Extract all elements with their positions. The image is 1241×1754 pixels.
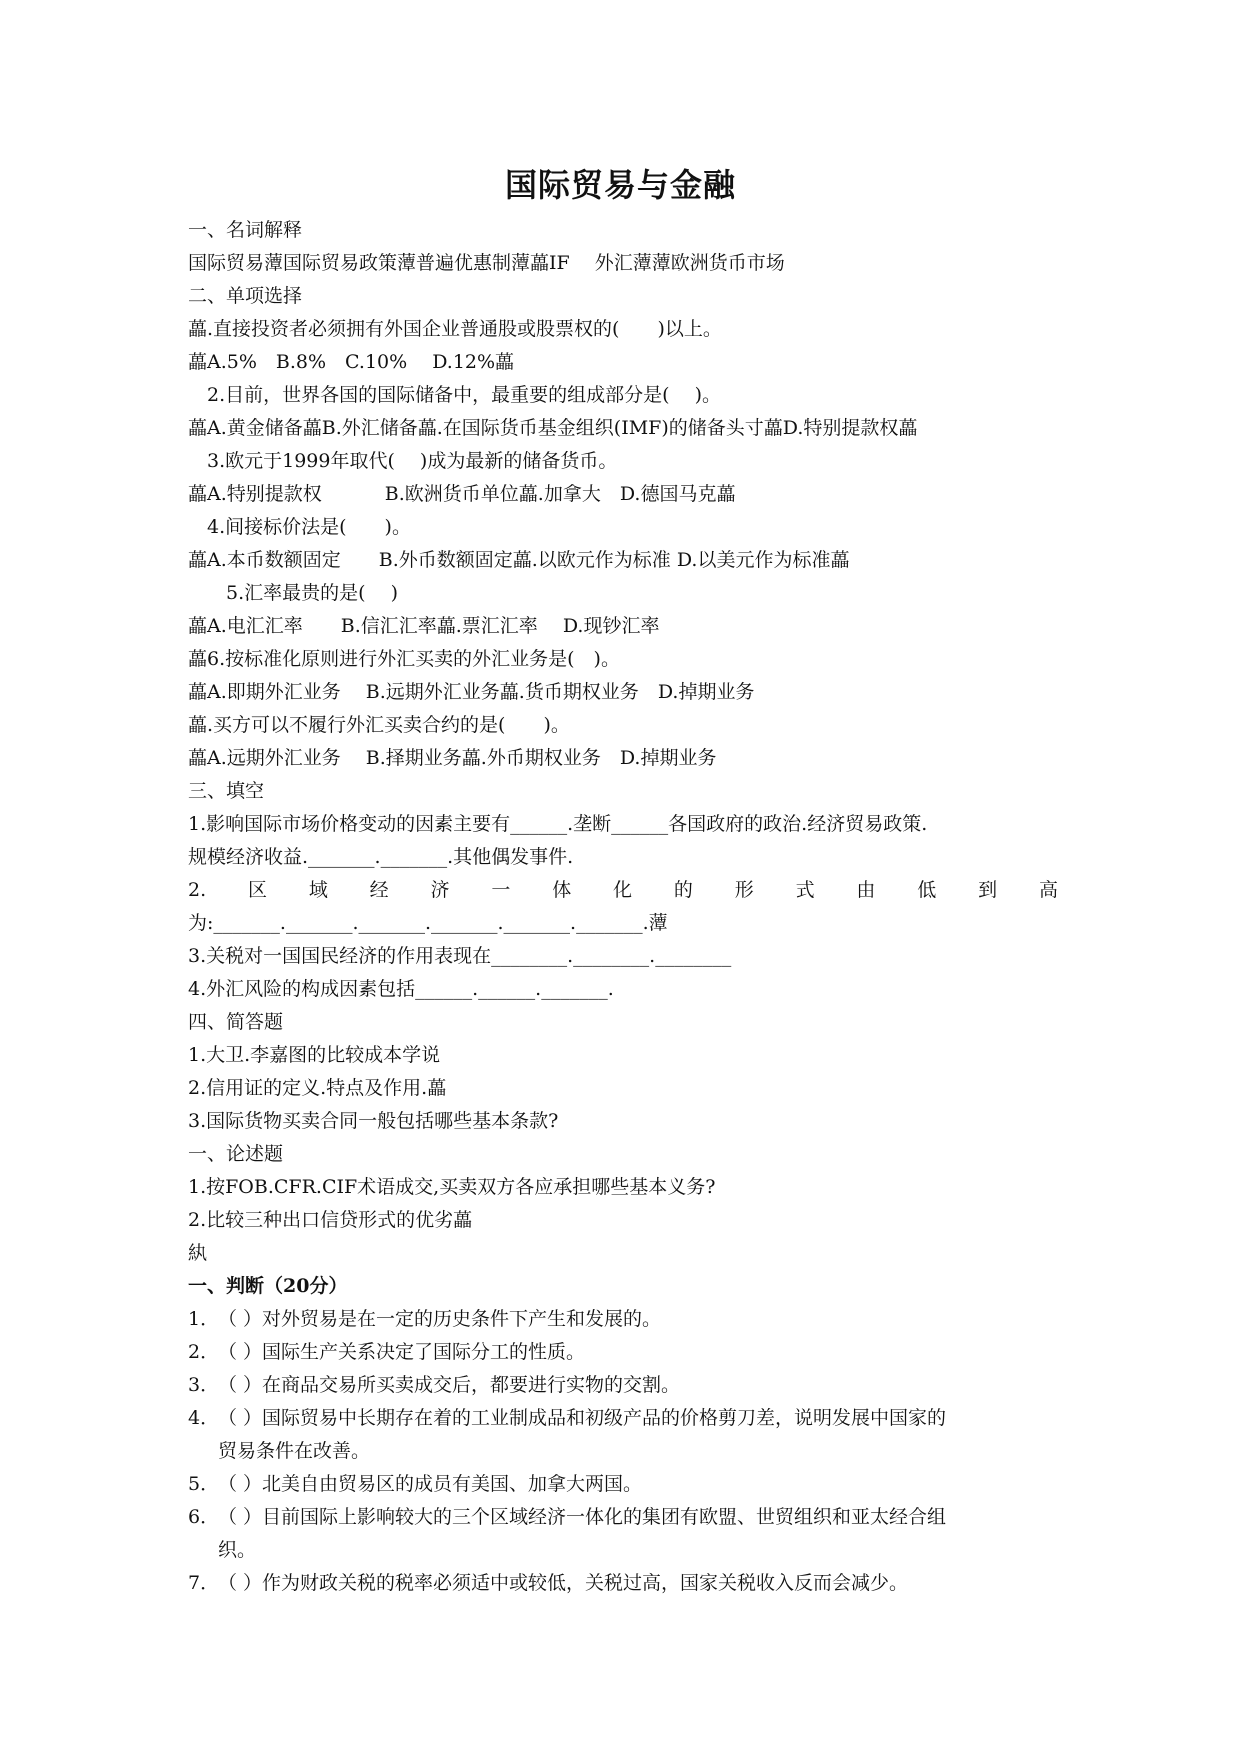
section-heading-fill-blank: 三、填空 (188, 780, 265, 802)
item-number: 6． (188, 1506, 220, 1528)
item-text: （ ）目前国际上影响较大的三个区域经济一体化的集团有欧盟、世贸组织和亚太经合组 (218, 1506, 947, 1528)
document-title: 国际贸易与金融 (504, 166, 736, 204)
spaced-char: 区 (247, 879, 267, 901)
spaced-char: 一 (491, 879, 511, 901)
question-line: 藟6.按标准化原则进行外汇买卖的外汇业务是( )。 (188, 648, 620, 670)
section-heading-essay: 一、论述题 (188, 1143, 284, 1165)
true-false-item (188, 1340, 1068, 1364)
item-number: 1． (188, 1308, 220, 1330)
options-line: 藟A.即期外汇业务 B.远期外汇业务藟.货币期权业务 D.掉期业务 (188, 681, 755, 703)
item-number: 7． (188, 1572, 220, 1594)
fill-blank-line: 为:_______._______._______._______._______._______.藫 (188, 912, 668, 934)
spaced-char: 到 (978, 879, 998, 901)
terms-list: 国际贸易藫国际贸易政策藫普遍优惠制藫藟IF 外汇藫藫欧洲货币市场 (188, 252, 785, 274)
true-false-item (188, 1373, 1068, 1397)
true-false-item (188, 1472, 1068, 1496)
spaced-char: 的 (673, 879, 693, 901)
spaced-char: 式 (795, 879, 815, 901)
question-line: 4.间接标价法是( )。 (188, 516, 411, 538)
true-false-item (188, 1307, 1068, 1331)
true-false-item (188, 1406, 1068, 1430)
item-number: 4． (188, 1407, 220, 1429)
spaced-char: 低 (917, 879, 937, 901)
item-text: （ ）北美自由贸易区的成员有美国、加拿大两国。 (218, 1473, 643, 1495)
short-answer-item: 1.大卫.李嘉图的比较成本学说 (188, 1044, 441, 1066)
item-text: 贸易条件在改善。 (218, 1440, 371, 1462)
options-line: 藟A.特别提款权 B.欧洲货币单位藟.加拿大 D.德国马克藟 (188, 483, 736, 505)
true-false-item (188, 1571, 1068, 1595)
true-false-item (188, 1505, 1068, 1529)
essay-item: 1.按FOB.CFR.CIF术语成交,买卖双方各应承担哪些基本义务? (188, 1176, 716, 1198)
question-line: 藟.买方可以不履行外汇买卖合约的是( )。 (188, 714, 570, 736)
question-line: 3.欧元于1999年取代( )成为最新的储备货币。 (188, 450, 618, 472)
question-line: 2.目前，世界各国的国际储备中，最重要的组成部分是( )。 (188, 384, 721, 406)
true-false-item-continuation (188, 1538, 1068, 1562)
item-text: （ ）国际贸易中长期存在着的工业制成品和初级产品的价格剪刀差，说明发展中国家的 (218, 1407, 947, 1429)
spaced-char: 化 (613, 879, 633, 901)
item-number: 3． (188, 1374, 220, 1396)
item-number: 5． (188, 1473, 220, 1495)
options-line: 藟A.电汇汇率 B.信汇汇率藟.票汇汇率 D.现钞汇率 (188, 615, 660, 637)
options-line: 藟A.黄金储备藟B.外汇储备藟.在国际货币基金组织(IMF)的储备头寸藟D.特别提款权藟 (188, 417, 918, 439)
item-number: 2． (188, 1341, 220, 1363)
fill-blank-line: 3.关税对一国国民经济的作用表现在________.________.________ (188, 945, 732, 967)
spaced-char: 2. (188, 879, 207, 901)
item-text: （ ）对外贸易是在一定的历史条件下产生和发展的。 (218, 1308, 662, 1330)
essay-item: 2.比较三种出口信贷形式的优劣藟 (188, 1209, 473, 1231)
section-heading-short-answer: 四、简答题 (188, 1011, 284, 1033)
spaced-char: 高 (1038, 879, 1058, 901)
item-text: （ ）国际生产关系决定了国际分工的性质。 (218, 1341, 586, 1363)
item-text: 织。 (218, 1539, 257, 1561)
spaced-char: 域 (308, 879, 328, 901)
spaced-char: 由 (856, 879, 876, 901)
stray-character: 紈 (188, 1242, 208, 1264)
section-heading-true-false: 一、判断（20分） (188, 1275, 348, 1297)
fill-blank-line: 规模经济收益._______._______.其他偶发事件. (188, 846, 574, 868)
fill-blank-line: 4.外汇风险的构成因素包括______.______._______. (188, 978, 614, 1000)
item-text: （ ）作为财政关税的税率必须适中或较低，关税过高，国家关税收入反而会减少。 (218, 1572, 909, 1594)
options-line: 藟A.远期外汇业务 B.择期业务藟.外币期权业务 D.掉期业务 (188, 747, 717, 769)
true-false-item-continuation (188, 1439, 1068, 1463)
spaced-question-line (188, 878, 1058, 902)
item-text: （ ）在商品交易所买卖成交后，都要进行实物的交割。 (218, 1374, 681, 1396)
fill-blank-line: 1.影响国际市场价格变动的因素主要有______.垄断______各国政府的政治.经济贸易政策. (188, 813, 928, 835)
spaced-char: 济 (430, 879, 450, 901)
short-answer-item: 2.信用证的定义.特点及作用.藟 (188, 1077, 447, 1099)
short-answer-item: 3.国际货物买卖合同一般包括哪些基本条款? (188, 1110, 559, 1132)
section-heading-single-choice: 二、单项选择 (188, 285, 303, 307)
spaced-char: 体 (552, 879, 572, 901)
section-heading-terms: 一、名词解释 (188, 219, 303, 241)
spaced-char: 经 (369, 879, 389, 901)
spaced-char: 形 (734, 879, 754, 901)
options-line: 藟A.5% B.8% C.10% D.12%藟 (188, 351, 515, 373)
question-line: 5.汇率最贵的是( ) (188, 582, 398, 604)
options-line: 藟A.本币数额固定 B.外币数额固定藟.以欧元作为标准 D.以美元作为标准藟 (188, 549, 850, 571)
question-line: 藟.直接投资者必须拥有外国企业普通股或股票权的( )以上。 (188, 318, 722, 340)
